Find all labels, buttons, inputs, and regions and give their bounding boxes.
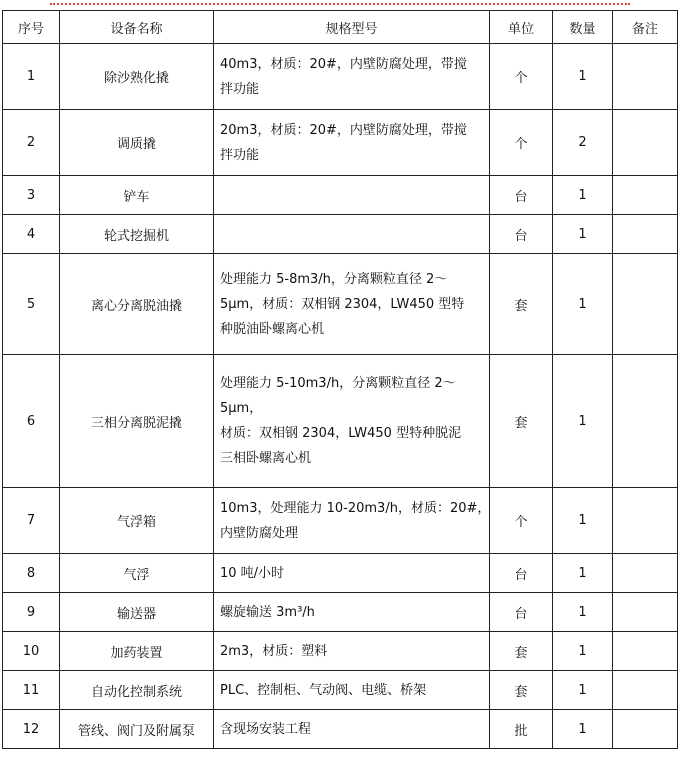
header-qty: 数量 [553,11,613,44]
spec-line: 拌功能 [220,147,260,163]
header-row [3,11,678,44]
cell-note [613,355,678,488]
cell-name: 调质撬 [60,110,214,176]
cell-no: 1 [3,44,60,110]
table-row [3,671,678,710]
spec-line: 拌功能 [220,81,260,97]
cell-qty: 1 [553,44,613,110]
cell-unit: 个 [490,44,553,110]
cell-spec [214,44,490,110]
cell-qty: 1 [553,632,613,671]
cell-name: 离心分离脱油撬 [60,254,214,355]
cell-note [613,710,678,749]
table-row [3,710,678,749]
header-unit: 单位 [490,11,553,44]
table-row [3,355,678,488]
cell-note [613,632,678,671]
cell-name: 加药装置 [60,632,214,671]
spec-line: 含现场安装工程 [220,721,312,737]
spec-line: 内壁防腐处理 [220,525,299,541]
spec-line: 螺旋输送 3m³/h [220,604,315,620]
cell-name: 轮式挖掘机 [60,215,214,254]
cell-no: 6 [3,355,60,488]
spec-line: PLC、控制柜、气动阀、电缆、桥架 [220,682,427,698]
header-no: 序号 [3,11,60,44]
equipment-table [2,10,678,749]
spec-line: 5μm，材质：双相钢 2304，LW450 型特 [220,296,465,312]
cell-spec [214,671,490,710]
table-row [3,593,678,632]
cell-unit: 个 [490,110,553,176]
cell-name: 除沙熟化撬 [60,44,214,110]
cell-qty: 1 [553,215,613,254]
cell-unit: 台 [490,593,553,632]
cell-spec [214,355,490,488]
cell-spec [214,176,490,215]
spec-line: 5μm， [220,401,263,416]
cell-no: 9 [3,593,60,632]
cell-qty: 1 [553,488,613,554]
cell-unit: 台 [490,554,553,593]
cell-note [613,488,678,554]
red-dotted-line [50,3,630,5]
cell-note [613,44,678,110]
cell-spec [214,110,490,176]
cell-name: 自动化控制系统 [60,671,214,710]
spec-line: 10 吨/小时 [220,565,285,581]
header-spec: 规格型号 [214,11,490,44]
cell-unit: 套 [490,632,553,671]
cell-no: 11 [3,671,60,710]
cell-no: 2 [3,110,60,176]
cell-note [613,215,678,254]
cell-unit: 台 [490,215,553,254]
cell-note [613,254,678,355]
cell-name: 管线、阀门及附属泵 [60,710,214,749]
cell-name: 气浮箱 [60,488,214,554]
cell-no: 12 [3,710,60,749]
table-row [3,488,678,554]
cell-no: 10 [3,632,60,671]
spec-line: 40m3，材质：20#，内壁防腐处理，带搅 [220,56,467,72]
cell-unit: 个 [490,488,553,554]
cell-unit: 台 [490,176,553,215]
cell-qty: 1 [553,671,613,710]
cell-no: 4 [3,215,60,254]
spec-line: 10m3，处理能力 10-20m3/h，材质：20#， [220,500,491,516]
spec-line: 20m3，材质：20#，内壁防腐处理，带搅 [220,122,467,138]
cell-no: 5 [3,254,60,355]
spec-line: 处理能力 5-8m3/h，分离颗粒直径 2～ [220,271,448,287]
header-note: 备注 [613,11,678,44]
cell-spec [214,632,490,671]
header-name: 设备名称 [60,11,214,44]
cell-name: 三相分离脱泥撬 [60,355,214,488]
cell-qty: 1 [553,554,613,593]
cell-note [613,110,678,176]
cell-qty: 1 [553,593,613,632]
cell-qty: 1 [553,355,613,488]
spec-line: 材质：双相钢 2304，LW450 型特种脱泥 [220,426,462,441]
cell-unit: 套 [490,355,553,488]
cell-qty: 2 [553,110,613,176]
table-row [3,554,678,593]
cell-spec [214,488,490,554]
table-row [3,44,678,110]
cell-name: 气浮 [60,554,214,593]
cell-no: 8 [3,554,60,593]
cell-spec [214,215,490,254]
cell-note [613,554,678,593]
cell-no: 7 [3,488,60,554]
cell-note [613,176,678,215]
table-row [3,254,678,355]
spec-line: 处理能力 5-10m3/h，分离颗粒直径 2～ [220,376,456,391]
cell-spec [214,554,490,593]
cell-qty: 1 [553,176,613,215]
cell-qty: 1 [553,710,613,749]
table-row [3,215,678,254]
cell-spec [214,710,490,749]
cell-name: 铲车 [60,176,214,215]
cell-no: 3 [3,176,60,215]
cell-unit: 批 [490,710,553,749]
cell-note [613,671,678,710]
cell-note [613,593,678,632]
table-row [3,632,678,671]
table-row [3,176,678,215]
cell-name: 输送器 [60,593,214,632]
spec-line: 三相卧螺离心机 [220,451,312,466]
table-row [3,110,678,176]
cell-unit: 套 [490,254,553,355]
cell-unit: 套 [490,671,553,710]
cell-spec [214,593,490,632]
spec-line: 2m3，材质：塑料 [220,643,328,659]
spec-line: 种脱油卧螺离心机 [220,321,325,337]
cell-qty: 1 [553,254,613,355]
cell-spec [214,254,490,355]
